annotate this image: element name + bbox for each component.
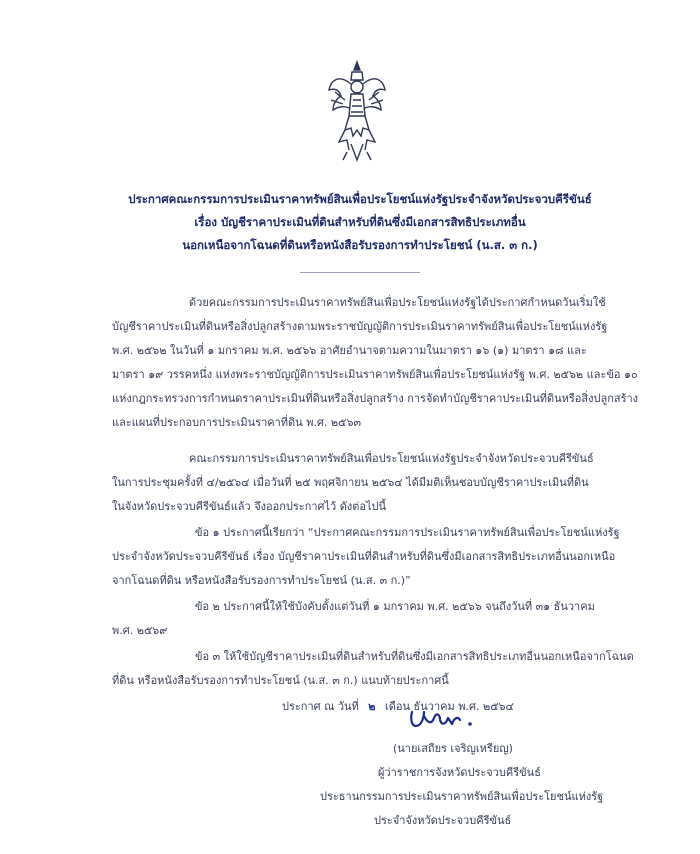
para1-line-5: แห่งกฎกระทรวงการกำหนดราคาประเมินที่ดินหรือสิ่งปลูกสร้าง การจัดทำบัญชีราคาประเมินที่ดินหรือสิ่งปลูกสร้าง [112, 392, 639, 405]
signatory-name: (นายเสถียร เจริญเหรียญ) [393, 742, 513, 755]
clause1-line-2: ประจำจังหวัดประจวบคีรีขันธ์ เรื่อง บัญชีราคาประเมินที่ดินสำหรับที่ดินซึ่งมีเอกสารสิทธิประเภทอื่นนอกเหนือ [112, 550, 616, 563]
title-divider [300, 272, 420, 273]
garuda-emblem-icon [325, 60, 389, 164]
para1-line-3: พ.ศ. ๒๕๖๒ ในวันที่ ๑ มกราคม พ.ศ. ๒๕๖๖ อาศัยอำนาจตามความในมาตรา ๑๖ (๑) มาตรา ๑๘ และ [112, 344, 587, 357]
signatory-position-3: ประจำจังหวัดประจวบคีรีขันธ์ [374, 814, 512, 827]
announcement-day: ๒ [368, 700, 376, 713]
para2-line-2: ในการประชุมครั้งที่ ๔/๒๕๖๔ เมื่อวันที่ ๒๕ พฤศจิกายน ๒๕๖๔ ได้มีมติเห็นชอบบัญชีราคาประเมินที่ดิน [112, 476, 589, 489]
para2-line-3: ในจังหวัดประจวบคีรีขันธ์แล้ว จึงออกประกาศไว้ ดังต่อไปนี้ [112, 500, 387, 513]
title-line-2: เรื่อง บัญชีราคาประเมินที่ดินสำหรับที่ดินซึ่งมีเอกสารสิทธิประเภทอื่น [194, 215, 526, 229]
clause2-line-1: ข้อ ๒ ประกาศนี้ให้ใช้บังคับตั้งแต่วันที่ ๑ มกราคม พ.ศ. ๒๕๖๖ จนถึงวันที่ ๓๑ ธันวาคม [195, 600, 595, 613]
handwritten-signature [406, 706, 486, 734]
clause1-line-1: ข้อ ๑ ประกาศนี้เรียกว่า “ประกาศคณะกรรมการประเมินราคาทรัพย์สินเพื่อประโยชน์แห่งรัฐ [195, 526, 620, 539]
para1-line-2: บัญชีราคาประเมินที่ดินหรือสิ่งปลูกสร้างตามพระราชบัญญัติการประเมินราคาทรัพย์สินเพื่อประโยชน์แห่งรัฐ [112, 320, 608, 333]
signatory-position-1: ผู้ว่าราชการจังหวัดประจวบคีรีขันธ์ [378, 766, 541, 779]
clause1-line-3: จากโฉนดที่ดิน หรือหนังสือรับรองการทำประโยชน์ (น.ส. ๓ ก.)” [112, 574, 411, 587]
para2-line-1: คณะกรรมการประเมินราคาทรัพย์สินเพื่อประโยชน์แห่งรัฐประจำจังหวัดประจวบคีรีขันธ์ [189, 452, 594, 465]
title-line-1: ประกาศคณะกรรมการประเมินราคาทรัพย์สินเพื่อประโยชน์แห่งรัฐประจำจังหวัดประจวบคีรีขันธ์ [128, 192, 592, 206]
title-line-3: นอกเหนือจากโฉนดที่ดินหรือหนังสือรับรองการทำประโยชน์ (น.ส. ๓ ก.) [182, 238, 538, 252]
para1-line-1: ด้วยคณะกรรมการประเมินราคาทรัพย์สินเพื่อประโยชน์แห่งรัฐได้ประกาศกำหนดวันเริ่มใช้ [189, 296, 606, 309]
clause2-line-2: พ.ศ. ๒๕๖๙ [112, 624, 168, 637]
clause3-line-2: ที่ดิน หรือหนังสือรับรองการทำประโยชน์ (น.ส. ๓ ก.) แนบท้ายประกาศนี้ [112, 674, 449, 687]
clause3-line-1: ข้อ ๓ ให้ใช้บัญชีราคาประเมินที่ดินสำหรับที่ดินซึ่งมีเอกสารสิทธิประเภทอื่นนอกเหนือจากโฉนด [195, 650, 634, 663]
announcement-prefix: ประกาศ ณ วันที่ [282, 700, 359, 713]
signatory-position-2: ประธานกรรมการประเมินราคาทรัพย์สินเพื่อประโยชน์แห่งรัฐ [320, 790, 604, 803]
para1-line-4: มาตรา ๑๙ วรรคหนึ่ง แห่งพระราชบัญญัติการประเมินราคาทรัพย์สินเพื่อประโยชน์แห่งรัฐ พ.ศ. ๒๕๖๒ และข้อ ๑๐ [112, 368, 638, 381]
para1-line-6: และแผนที่ประกอบการประเมินราคาที่ดิน พ.ศ. ๒๕๖๓ [112, 416, 361, 429]
announcement-suffix: เดือน ธันวาคม พ.ศ. ๒๕๖๔ [385, 700, 514, 713]
